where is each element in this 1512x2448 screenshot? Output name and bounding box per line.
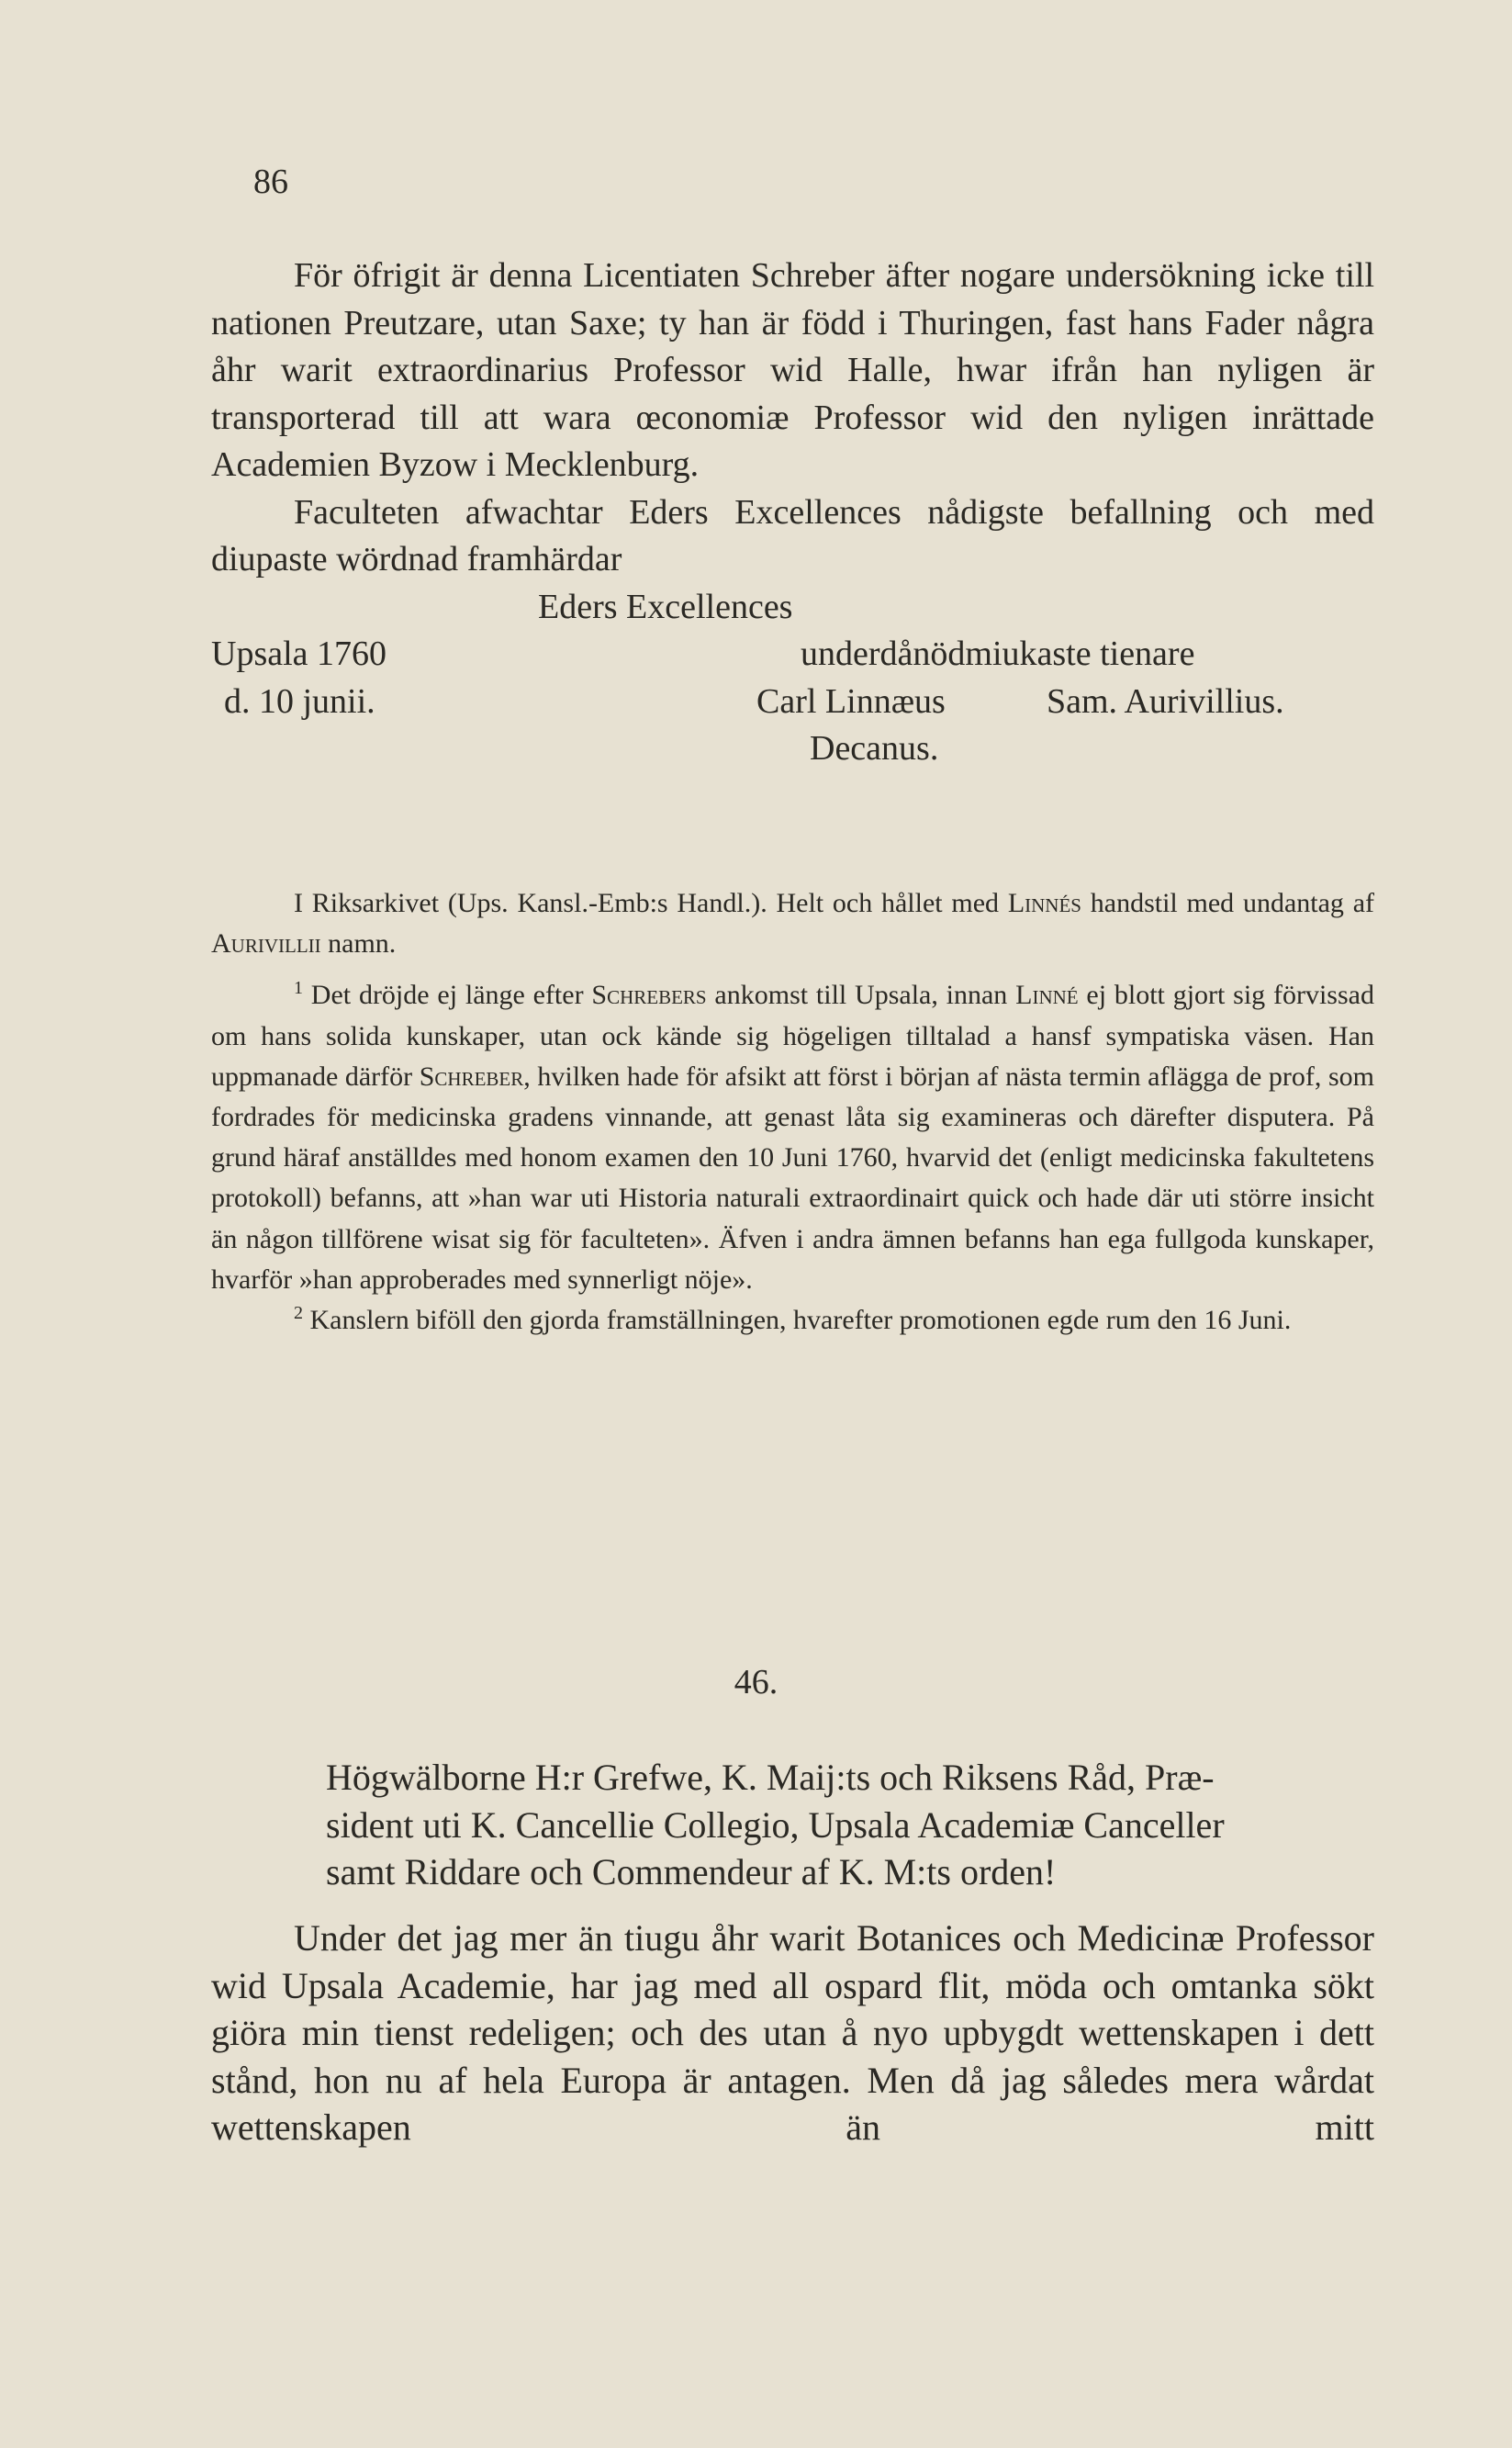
source-note: I Riksarkivet (Ups. Kansl.-Emb:s Handl.). Helt och hållet med Linnés handstil med undantag af Aurivillii namn. (211, 888, 1375, 960)
letter-body (211, 1915, 1374, 2151)
place-line: Upsala 1760 (211, 634, 387, 673)
footnote-1: $^1$ Det dröjde ej länge efter Schrebers ankomst till Upsala, innan Linné ej blott gjort sig förvissad om hans solida kunskaper, utan ock kände sig högeligen tilltalad a hansf sympatiska väsen. Han uppmanade därför Schreber, hvilken hade för afsikt att först i början af nästa termin aflägga de prof, som fordrades för medicinska gradens vinnande, att genast låta sig examineras och därefter disputera. På grund häraf anställdes med honom examen den 10 Juni 1760, hvarvid det (enligt medicinska fakultetens protokoll) befanns, att »han war uti Historia naturali extraordinairt quick och hade där uti större insicht än någon tillförene wisat sig för faculteten». Äfven i andra ämnen befanns han ega fullgoda kunskaper, hvarför »han approberades med synnerligt nöje». (211, 978, 1374, 1295)
closing-row (211, 584, 1374, 632)
salutation-line-1: Högwälborne H:r Grefwe, K. Maij:ts och Riksens Råd, Præ- (326, 1757, 1215, 1798)
signer-title: Decanus. (810, 729, 939, 768)
paragraph-faculty-awaits: Faculteten afwachtar Eders Excellences nådigste befallning och med diupaste wördnad framhärdar (211, 492, 1374, 578)
document-number: 46. (734, 1663, 778, 1701)
signature-linnaeus: Carl Linnæus (756, 681, 946, 721)
closing-formula: Eders Excellences (538, 587, 793, 626)
salutation-line-3: samt Riddare och Commendeur af K. M:ts orden! (326, 1851, 1057, 1892)
salutation (326, 1754, 1374, 1896)
letter-continuation (211, 253, 1374, 773)
footnote-mark-2: 2 (294, 1303, 303, 1324)
footnote-2: $^2$ Kanslern biföll den gjorda framställningen, hvarefter promotionen egde rum den 16 Juni. (294, 1303, 1292, 1336)
signature-aurivillius: Sam. Aurivillius. (1047, 681, 1284, 721)
date-row (211, 679, 1374, 726)
footnote-mark-1: 1 (294, 978, 303, 999)
letter-paragraph: Under det jag mer än tiugu åhr warit Botanices och Medicinæ Professor wid Upsala Academie, har jag med all ospard flit, möda och omtanka sökt giöra min tienst redeligen; och des utan å nyo upbygdt wettenskapen i dett stånd, hon nu af hela Europa är antagen. Men då jag således mera wårdat wettenskapen än mitt (211, 1917, 1374, 2148)
title-row (211, 725, 1374, 773)
date-line: d. 10 junii. (224, 681, 375, 721)
salutation-line-2: sident uti K. Cancellie Collegio, Upsala Academiæ Canceller (326, 1803, 1225, 1846)
footnotes (211, 883, 1374, 1341)
place-row (211, 631, 1374, 679)
subscription-line: underdånödmiukaste tienare (801, 634, 1195, 673)
paragraph-schreber-origin: För öfrigit är denna Licentiaten Schreber äfter nogare undersökning icke till nationen Preutzare, utan Saxe; ty han är född i Thuringen, fast hans Fader några åhr warit extraordinarius Professor wid Halle, hwar ifrån han nyligen är transporterad till att wara œconomiæ Professor wid den nyligen inrättade Academien Byzow i Mecklenburg. (211, 256, 1374, 484)
page-number: 86 (253, 163, 288, 201)
